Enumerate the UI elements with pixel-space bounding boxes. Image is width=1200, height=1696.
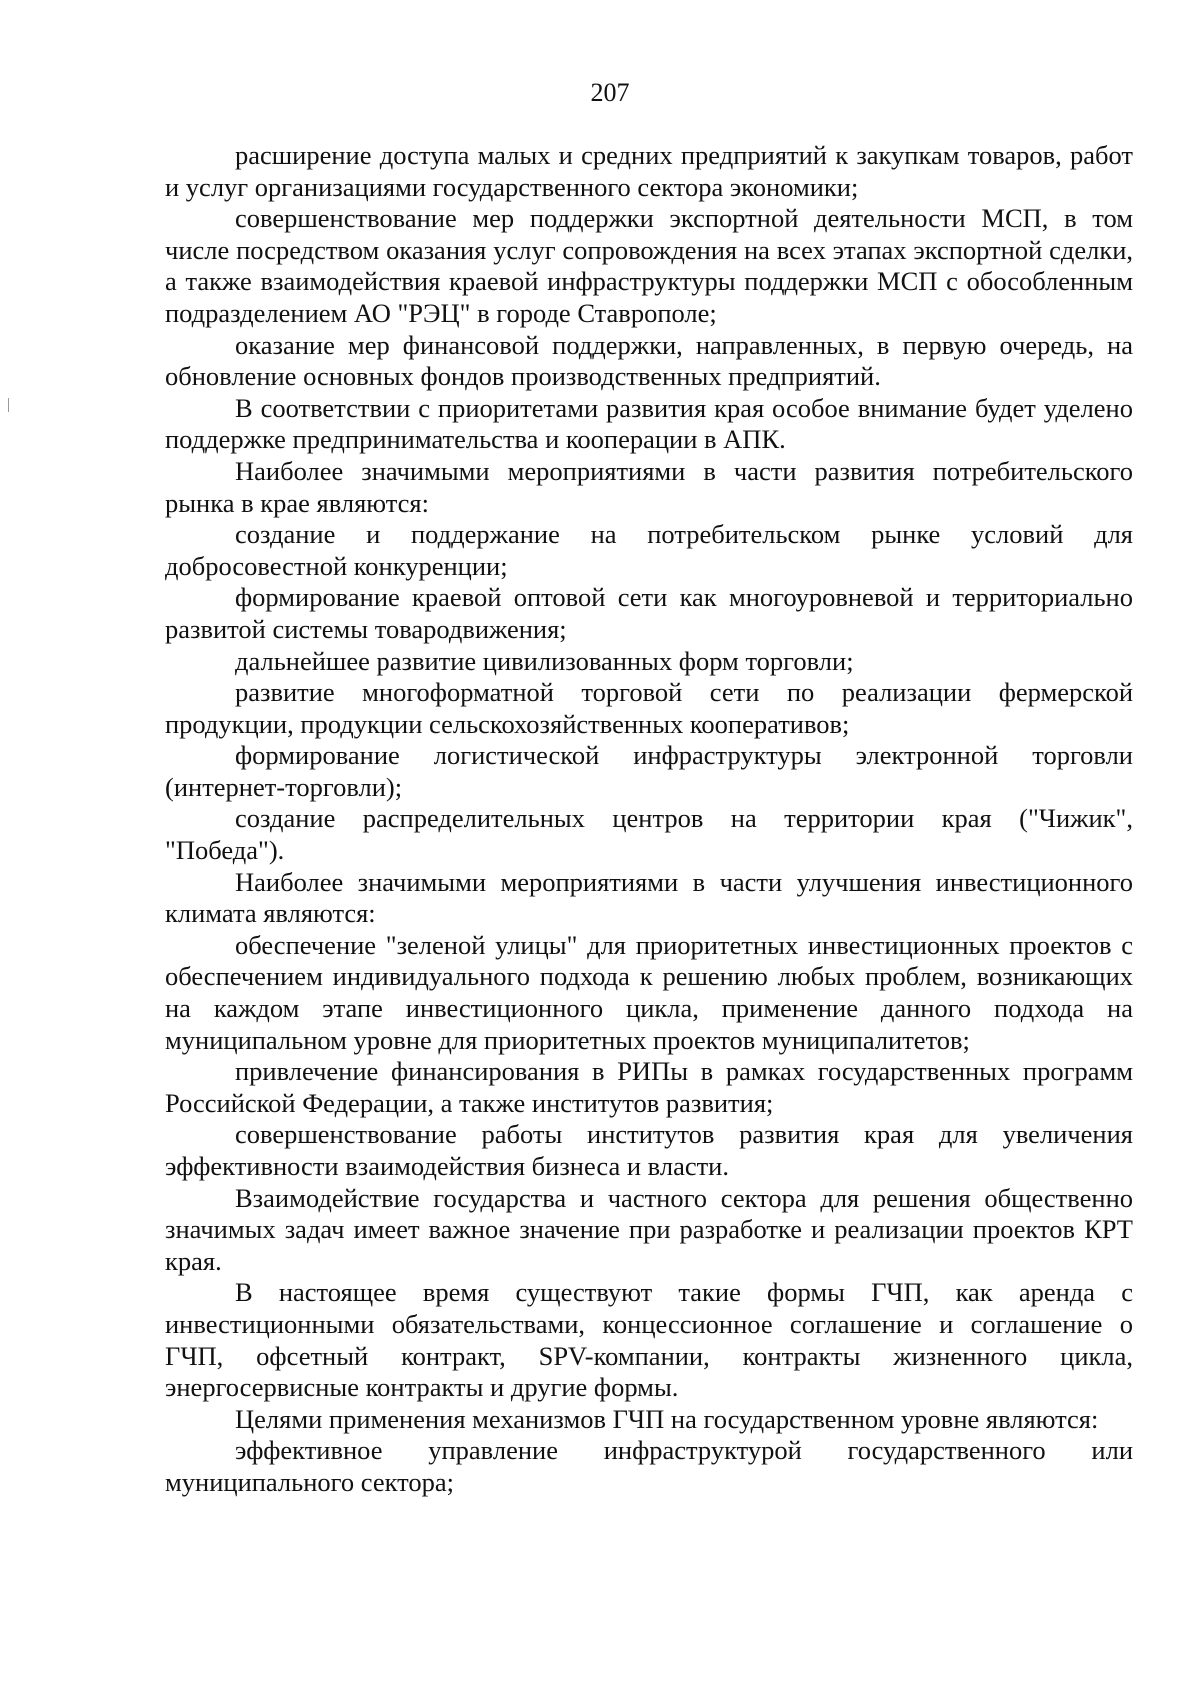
paragraph: Целями применения механизмов ГЧП на государственном уровне являются: — [235, 1403, 1099, 1434]
paragraph: Взаимодействие государства и частного сектора для решения общественно значимых задач имеет важное значение при разработке и реализации проектов КРТ края. — [165, 1182, 1133, 1276]
paragraph: формирование логистической инфраструктуры электронной торговли (интернет-торговли); — [165, 740, 1133, 802]
paragraph: В настоящее время существуют такие формы ГЧП, как аренда с инвестиционными обязательствами, концессионное соглашение и соглашение о ГЧП, офсетный контракт, SPV-компании, контракты жизненного цикла, энергосервисные контракты и другие формы. — [165, 1277, 1133, 1403]
paragraph: расширение доступа малых и средних предприятий к закупкам товаров, работ и услуг организациями государственного сектора экономики; — [165, 140, 1133, 202]
paragraph: развитие многоформатной торговой сети по реализации фермерской продукции, продукции сельскохозяйственных кооперативов; — [165, 677, 1133, 739]
paragraph: обеспечение "зеленой улицы" для приоритетных инвестиционных проектов с обеспечением индивидуального подхода к решению любых проблем, возникающих на каждом этапе инвестиционного цикла, применение данного подхода на муниципальном уровне для приоритетных проектов муниципалитетов; — [165, 929, 1133, 1055]
document-body — [165, 140, 1133, 1499]
paragraph: Наиболее значимыми мероприятиями в части развития потребительского рынка в крае являются: — [165, 455, 1133, 518]
scan-artifact — [8, 398, 9, 412]
page-number: 207 — [590, 78, 630, 107]
paragraph: В соответствии с приоритетами развития края особое внимание будет уделено поддержке предпринимательства и кооперации в АПК. — [165, 392, 1133, 455]
paragraph: совершенствование работы институтов развития края для увеличения эффективности взаимодействия бизнеса и власти. — [165, 1119, 1133, 1181]
paragraph: формирование краевой оптовой сети как многоуровневой и территориально развитой системы товародвижения; — [165, 582, 1133, 644]
paragraph: дальнейшее развитие цивилизованных форм торговли; — [235, 645, 854, 676]
paragraph: эффективное управление инфраструктурой государственного или муниципального сектора; — [165, 1435, 1133, 1497]
paragraph: оказание мер финансовой поддержки, направленных, в первую очередь, на обновление основных фондов производственных предприятий. — [165, 329, 1133, 392]
paragraph: создание и поддержание на потребительском рынке условий для добросовестной конкуренции; — [165, 519, 1133, 581]
paragraph: совершенствование мер поддержки экспортной деятельности МСП, в том числе посредством оказания услуг сопровождения на всех этапах экспортной сделки, а также взаимодействия краевой инфраструктуры поддержки МСП с обособленным подразделением АО "РЭЦ" в городе Ставрополе; — [165, 203, 1133, 328]
paragraph: привлечение финансирования в РИПы в рамках государственных программ Российской Федерации, а также институтов развития; — [165, 1056, 1133, 1118]
paragraph: создание распределительных центров на территории края ("Чижик", "Победа"). — [165, 803, 1133, 866]
paragraph: Наиболее значимыми мероприятиями в части улучшения инвестиционного климата являются: — [165, 866, 1133, 929]
